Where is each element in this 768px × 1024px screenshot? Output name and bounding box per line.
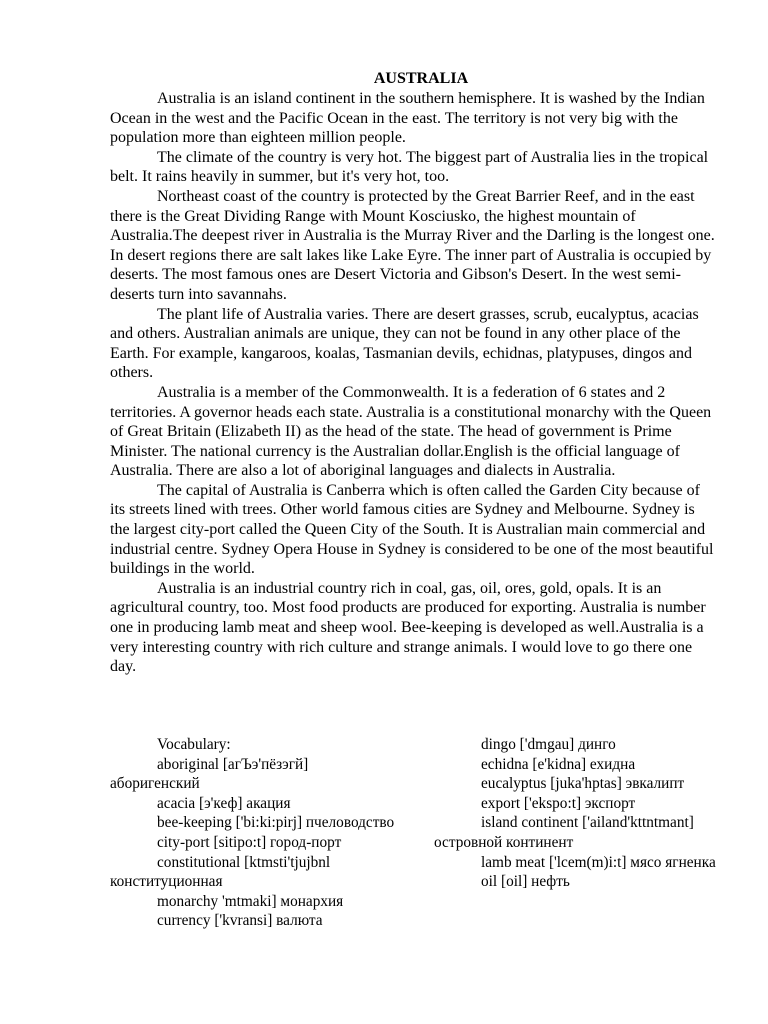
document-body [110,89,716,677]
paragraph: Australia is an island continent in the southern hemisphere. It is washed by the Indian Ocean in the west and the Pacific Ocean in the east. The territory is not very big with the population more than eighteen million people. [110,90,705,147]
vocabulary-entry: island continent ['ailand'kttntmant] островной континент [434,814,694,851]
vocabulary-entry: currency ['kvransi] валюта [157,912,323,930]
paragraph: The capital of Australia is Canberra which is often called the Garden City because of its streets lined with trees. Other world famous cities are Sydney and Melbourne. Sydney is the largest city-port called the Queen City of the South. It is Australian main commercial and industrial centre. Sydney Opera House in Sydney is considered to be one of the most beautiful buildings in the world. [110,481,714,578]
vocabulary-entry: aboriginal [агЪэ'пёзэгй] аборигенский [110,755,309,793]
vocabulary-entry: city-port [sitipo:t] город-порт [157,833,342,851]
paragraph: The plant life of Australia varies. There are desert grasses, scrub, eucalyptus, acacias and others. Australian animals are unique, they can not be found in any other place of the Earth. For example, kangaroos, koalas, Tasmanian devils, echidnas, platypuses, dingos and others. [110,305,699,382]
vocabulary-entry: constitutional [ktmsti'tjujbnl конституционная [110,853,331,891]
vocabulary-entry: eucalyptus [juka'hptas] эвкалипт [481,775,685,793]
vocabulary-entry: bee-keeping ['bi:ki:pirj] пчеловодство [157,814,395,832]
vocabulary-column-right [434,735,724,892]
vocabulary-entry: echidna [e'kidna] ехидна [481,755,636,773]
paragraph: Australia is an industrial country rich in coal, gas, oil, ores, gold, opals. It is an agricultural country, too. Most food products are produced for exporting. Australia is number one in producing lamb meat and sheep wool. Bee-keeping is developed as well.Australia is a very interesting country with rich culture and strange animals. I would love to go there one day. [110,579,706,676]
paragraph: Australia is a member of the Commonwealth. It is a federation of 6 states and 2 territories. A governor heads each state. Australia is a constitutional monarchy with the Queen of Great Britain (Elizabeth II) as the head of the state. The head of government is Prime Minister. The national currency is the Australian dollar.English is the official language of Australia. There are also a lot of aboriginal languages and dialects in Australia. [110,383,712,480]
vocabulary-column-left [110,735,400,931]
vocabulary-entry: monarchy 'mtmaki] монархия [157,892,344,910]
vocabulary-entry: oil [oil] нефть [481,873,570,891]
vocabulary-entry: lamb meat ['lcem(m)i:t] мясо ягненка [481,853,716,871]
vocabulary-entry: acacia [э'кеф] акация [157,794,291,812]
paragraph: Northeast coast of the country is protected by the Great Barrier Reef, and in the east there is the Great Dividing Range with Mount Kosciusko, the highest mountain of Australia.The deepest river in Australia is the Murray River and the Darling is the longest one. In desert regions there are salt lakes like Lake Eyre. The inner part of Australia is occupied by deserts. The most famous ones are Desert Victoria and Gibson's Desert. In the west semi-deserts turn into savannahs. [110,187,715,303]
vocabulary-entry: dingo ['dmgau] динго [481,736,616,753]
vocabulary-entry: export ['ekspo:t] экспорт [481,794,636,812]
document-title: AUSTRALIA [373,70,469,87]
vocabulary-heading: Vocabulary: [157,736,231,753]
paragraph: The climate of the country is very hot. The biggest part of Australia lies in the tropical belt. It rains heavily in summer, but it's very hot, too. [110,148,709,186]
